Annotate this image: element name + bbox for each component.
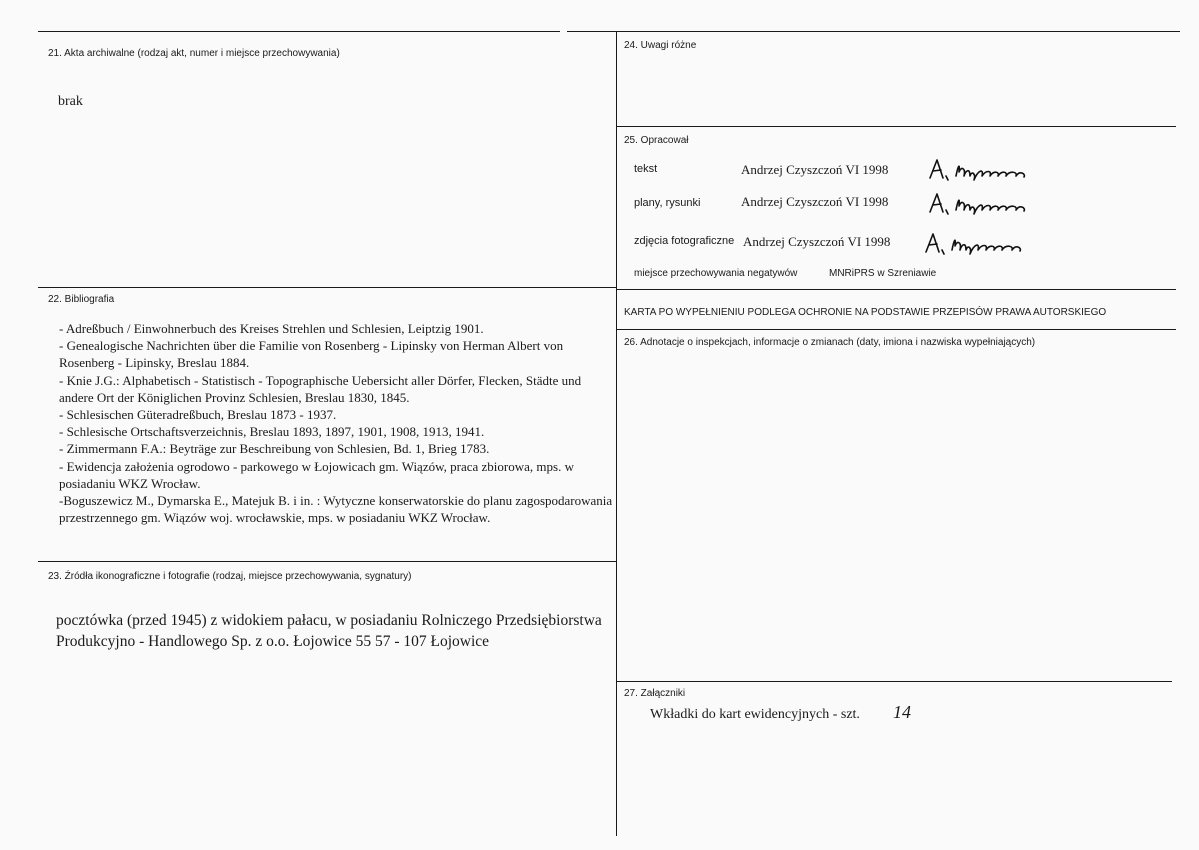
signature-image	[926, 156, 1056, 182]
top-rule-right	[567, 31, 1180, 32]
bibliography-item: - Ewidencja założenia ogrodowo - parkowego w Łojowicach gm. Wiązów, praca zbiorowa, mps. w posiadaniu WKZ Wrocław.	[59, 458, 574, 491]
section-27-label: 27. Załączniki	[624, 688, 686, 699]
drawings-row-label: plany, rysunki	[634, 197, 701, 209]
bibliography-item: - Zimmermann F.A.: Beyträge zur Beschreibung von Schlesien, Bd. 1, Brieg 1783.	[59, 441, 490, 457]
authored-row-label: tekst	[634, 163, 658, 175]
rule-22	[38, 287, 616, 288]
bibliography-list	[59, 320, 619, 526]
attachments-value: Wkładki do kart ewidencyjnych - szt.	[650, 707, 860, 722]
signature-image	[922, 230, 1052, 256]
rule-25	[616, 126, 1176, 127]
section-21-label: 21. Akta archiwalne (rodzaj akt, numer i miejsce przechowywania)	[48, 48, 340, 59]
authored-row-value: Andrzej Czyszczoń VI 1998	[741, 162, 889, 177]
top-rule-left	[38, 31, 560, 32]
photos-row-value: Andrzej Czyszczoń VI 1998	[743, 234, 891, 249]
rule-27	[616, 681, 1172, 682]
section-21-value: brak	[58, 94, 83, 109]
section-24-label: 24. Uwagi różne	[624, 40, 697, 51]
negatives-value: MNRiPRS w Szreniawie	[829, 268, 937, 279]
bibliography-item: -Boguszewicz M., Dymarska E., Matejuk B. i in. : Wytyczne konserwatorskie do planu zagospodarowania przestrzennego gm. Wiązów woj. wrocławskie, mps. w posiadaniu WKZ Wrocław.	[59, 493, 613, 526]
bibliography-item: - Schlesischen Güteradreßbuch, Breslau 1873 - 1937.	[59, 407, 337, 423]
rule-notice	[616, 289, 1176, 290]
bibliography-item: - Knie J.G.: Alphabetisch - Statistisch - Topographische Uebersicht aller Dörfer, Flecken, Städte und andere Ort der Königlichen Provinz Schlesien, Breslau 1830, 1845.	[59, 372, 582, 405]
photos-row-label: zdjęcia fotograficzne	[634, 235, 735, 247]
section-26-label: 26. Adnotacje o inspekcjach, informacje o zmianach (daty, imiona i nazwiska wypełniających)	[624, 337, 1036, 348]
rule-26	[616, 329, 1176, 330]
copyright-notice: KARTA PO WYPEŁNIENIU PODLEGA OCHRONIE NA PODSTAWIE PRZEPISÓW PRAWA AUTORSKIEGO	[624, 307, 1107, 318]
rule-23	[38, 561, 616, 562]
section-23-value: pocztówka (przed 1945) z widokiem pałacu, w posiadaniu Rolniczego Przedsiębiorstwa Produkcyjno - Handlowego Sp. z o.o. Łojowice 55 57 - 107 Łojowice	[56, 612, 602, 650]
section-25-label: 25. Opracował	[624, 135, 689, 146]
section-22-label: 22. Bibliografia	[48, 294, 115, 305]
section-23-label: 23. Źródła ikonograficzne i fotografie (rodzaj, miejsce przechowywania, sygnatury)	[48, 571, 412, 582]
bibliography-item: - Schlesische Ortschaftsverzeichnis, Breslau 1893, 1897, 1901, 1908, 1913, 1941.	[59, 424, 485, 440]
negatives-label: miejsce przechowywania negatywów	[634, 268, 798, 279]
attachments-count: 14	[893, 702, 911, 722]
signature-image	[926, 190, 1056, 216]
bibliography-item: - Adreßbuch / Einwohnerbuch des Kreises Strehlen und Schlesien, Leiptzig 1901.	[59, 321, 484, 336]
bibliography-item: - Genealogische Nachrichten über die Familie von Rosenberg - Lipinsky von Herman Albert von Rosenberg - Lipinsky, Breslau 1884.	[59, 338, 564, 371]
drawings-row-value: Andrzej Czyszczoń VI 1998	[741, 194, 889, 209]
